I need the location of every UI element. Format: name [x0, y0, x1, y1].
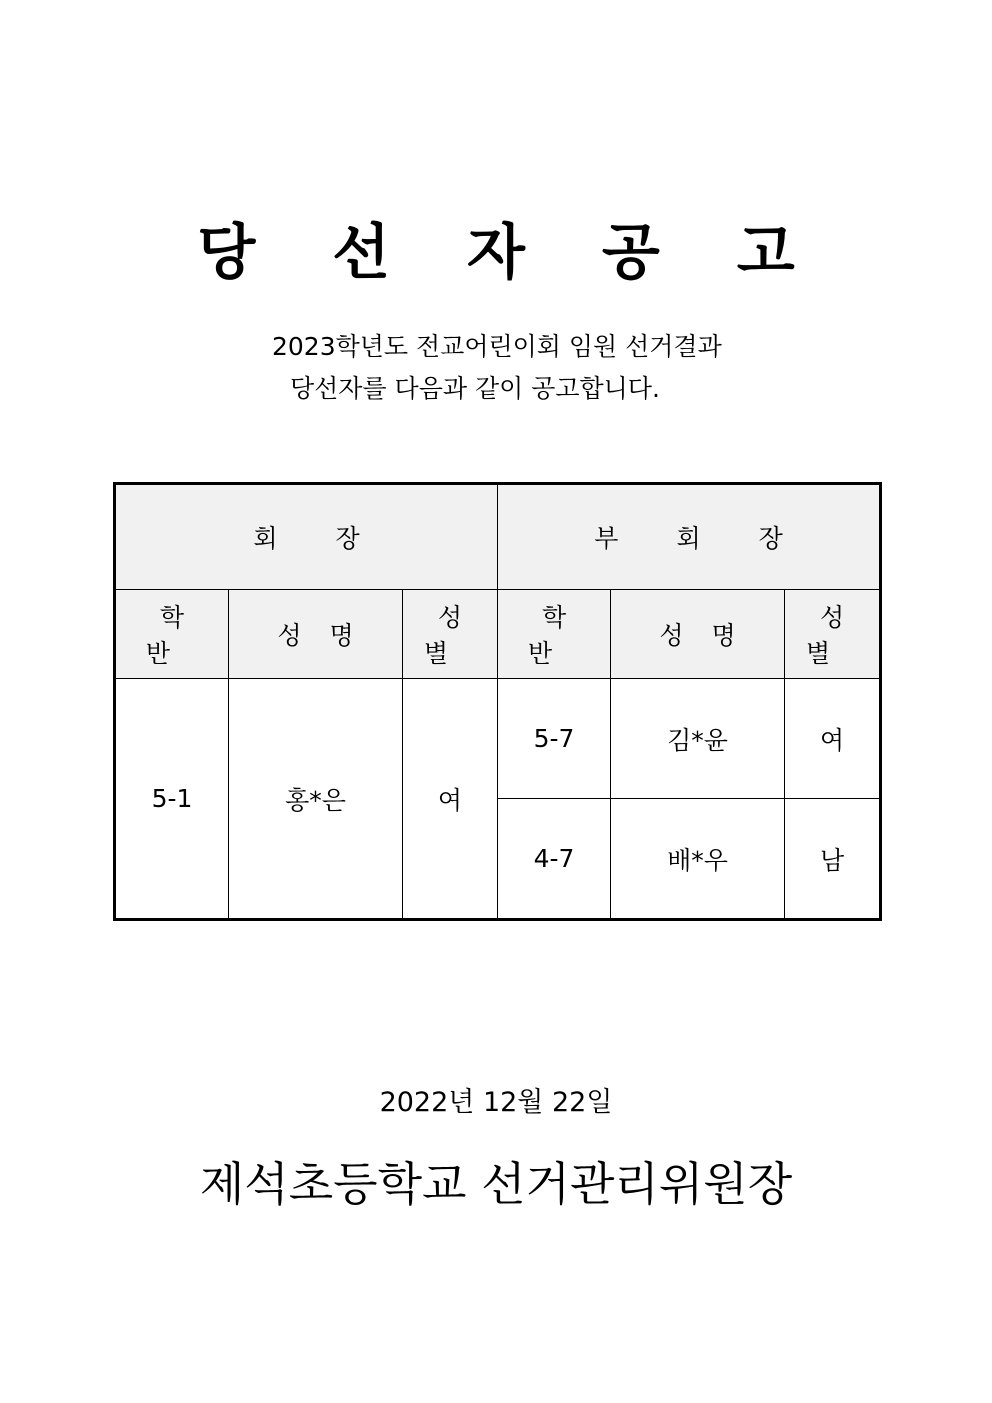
vice-president-class: 5-7	[498, 679, 611, 799]
vice-president-name: 김*윤	[611, 679, 785, 799]
vice-president-name: 배*우	[611, 799, 785, 920]
column-header-class: 학반	[115, 590, 229, 679]
page-title: 당 선 자 공 고	[197, 218, 823, 288]
group-header-vice-president: 부회장	[498, 484, 881, 590]
president-name: 홍*은	[229, 679, 403, 920]
president-gender: 여	[403, 679, 498, 920]
announcement-date: 2022년 12월 22일	[379, 1087, 613, 1118]
election-results-table	[113, 482, 882, 921]
column-header-name: 성명	[229, 590, 403, 679]
column-header-row	[115, 590, 881, 679]
president-class: 5-1	[115, 679, 229, 920]
group-header-president: 회장	[115, 484, 498, 590]
vice-president-gender: 여	[785, 679, 881, 799]
vice-president-class: 4-7	[498, 799, 611, 920]
vice-president-gender: 남	[785, 799, 881, 920]
column-header-name: 성명	[611, 590, 785, 679]
announcement-line-2: 당선자를 다음과 같이 공고합니다.	[290, 374, 660, 403]
column-header-class: 학반	[498, 590, 611, 679]
column-header-gender: 성별	[403, 590, 498, 679]
signer: 제석초등학교 선거관리위원장	[199, 1157, 793, 1211]
table-row	[115, 679, 881, 799]
announcement-line-1: 2023학년도 전교어린이회 임원 선거결과	[272, 332, 722, 361]
column-header-gender: 성별	[785, 590, 881, 679]
group-header-row	[115, 484, 881, 590]
